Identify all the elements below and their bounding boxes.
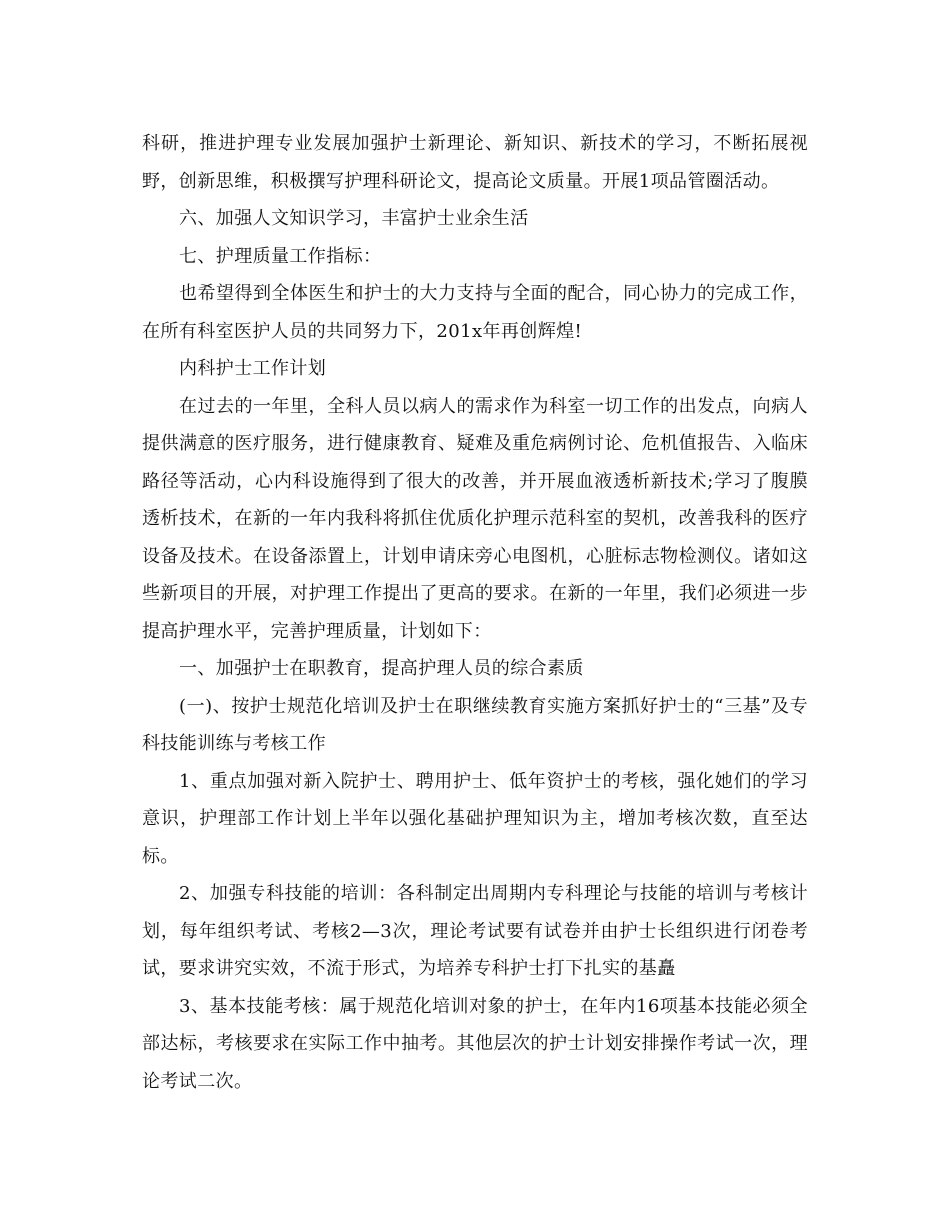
- paragraph-continuation: 科研，推进护理专业发展加强护士新理论、新知识、新技术的学习，不断拓展视野，创新思维，积极撰写护理科研论文，提高论文质量。开展1项品管圈活动。: [142, 133, 808, 192]
- paragraph-closing: 也希望得到全体医生和护士的大力支持与全面的配合，同心协力的完成工作，在所有科室医护人员的共同努力下，201x年再创辉煌!: [142, 283, 808, 342]
- paragraph-intro: 在过去的一年里，全科人员以病人的需求作为科室一切工作的出发点，向病人提供满意的医疗服务，进行健康教育、疑难及重危病例讨论、危机值报告、入临床路径等活动，心内科设施得到了很大的改善，并开展血液透析新技术;学习了腹膜透析技术，在新的一年内我科将抓住优质化护理示范科室的契机，改善我科的医疗设备及技术。在设备添置上，计划申请床旁心电图机，心脏标志物检测仪。诸如这些新项目的开展，对护理工作提出了更高的要求。在新的一年里，我们必须进一步提高护理水平，完善护理质量，计划如下：: [142, 395, 808, 642]
- subsection-heading: (一)、按护士规范化培训及护士在职继续教育实施方案抓好护士的“三基”及专科技能训练与考核工作: [142, 695, 808, 754]
- section-heading-six: 六、加强人文知识学习，丰富护士业余生活: [179, 208, 529, 229]
- list-item: 1、重点加强对新入院护士、聘用护士、低年资护士的考核，强化她们的学习意识，护理部工作计划上半年以强化基础护理知识为主，增加考核次数，直至达标。: [142, 770, 808, 867]
- document-body: [142, 125, 808, 1100]
- list-item: 3、基本技能考核：属于规范化培训对象的护士，在年内16项基本技能必须全部达标，考核要求在实际工作中抽考。其他层次的护士计划安排操作考试一次，理论考试二次。: [142, 995, 808, 1092]
- section-heading-seven: 七、护理质量工作指标：: [179, 245, 382, 267]
- document-subtitle: 内科护士工作计划: [179, 358, 327, 379]
- section-heading-one: 一、加强护士在职教育，提高护理人员的综合素质: [179, 658, 584, 679]
- list-item: 2、加强专科技能的培训：各科制定出周期内专科理论与技能的培训与考核计划，每年组织考试、考核2—3次，理论考试要有试卷并由护士长组织进行闭卷考试，要求讲究实效，不流于形式，为培养专科护士打下扎实的基矗: [142, 883, 808, 979]
